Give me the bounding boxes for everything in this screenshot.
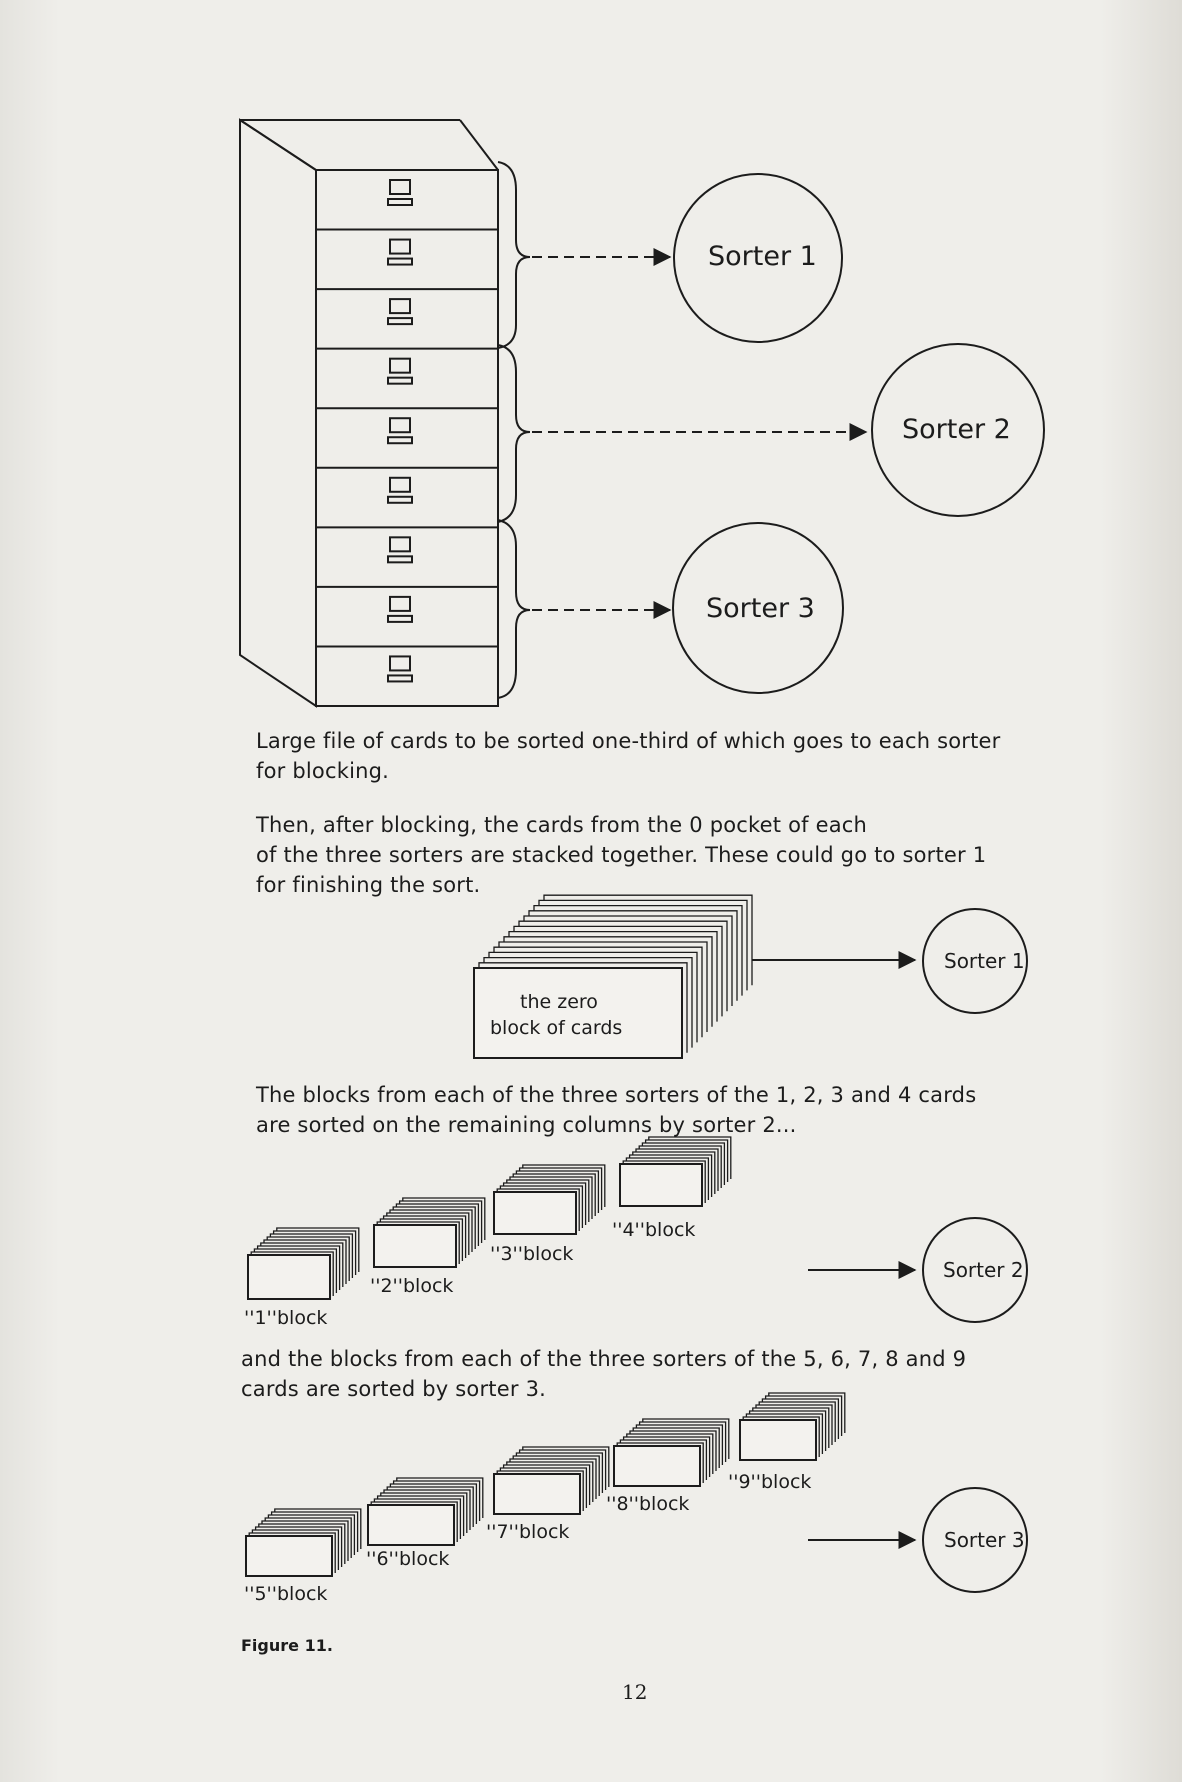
caption-intro-line1: Large file of cards to be sorted one-third of which goes to each sorter <box>256 729 1001 753</box>
drawer-handle <box>388 318 412 324</box>
drawer-label-holder <box>390 359 410 373</box>
block-stack-3 <box>494 1165 605 1234</box>
filing-cabinet <box>240 120 498 706</box>
sorter1-finish-label: Sorter 1 <box>944 949 1025 973</box>
drawer-label-holder <box>390 478 410 492</box>
card-front <box>374 1225 456 1267</box>
caption-sorter2-line1: The blocks from each of the three sorters of the 1, 2, 3 and 4 cards <box>256 1083 977 1107</box>
sorter2-label: Sorter 2 <box>902 414 1011 445</box>
drawer-label-holder <box>390 656 410 670</box>
drawer-handle <box>388 497 412 503</box>
block-label-4: ''4''block <box>612 1219 696 1241</box>
zero-block-label-line1: the zero <box>520 991 598 1013</box>
drawer-label-holder <box>390 240 410 254</box>
caption-zero-line3: for finishing the sort. <box>256 873 481 897</box>
card-front <box>494 1192 576 1234</box>
file-thirds-braces <box>498 162 530 698</box>
drawer-label-holder <box>390 299 410 313</box>
card-front <box>246 1536 332 1576</box>
caption-sorter2-line2: are sorted on the remaining columns by sorter 2... <box>256 1113 797 1137</box>
block-label-1: ''1''block <box>244 1307 328 1329</box>
block-label-3: ''3''block <box>490 1243 574 1265</box>
drawer-handle <box>388 675 412 681</box>
caption-zero-stack <box>256 810 986 900</box>
card-front <box>620 1164 702 1206</box>
caption-sorter2-blocks <box>256 1080 976 1140</box>
block-stack-6 <box>368 1478 483 1545</box>
block-stack-4 <box>620 1137 731 1206</box>
block-label-5: ''5''block <box>244 1583 328 1605</box>
block-stack-1 <box>248 1228 359 1299</box>
caption-intro-line2: for blocking. <box>256 759 390 783</box>
caption-sorter3-blocks <box>241 1344 966 1404</box>
drawer-handle <box>388 556 412 562</box>
drawer-handle <box>388 378 412 384</box>
card-front <box>248 1255 330 1299</box>
block-stack-2 <box>374 1198 485 1267</box>
drawer-handle <box>388 259 412 265</box>
brace-top-third <box>498 162 530 348</box>
sorter1-label: Sorter 1 <box>708 241 817 272</box>
cabinet-side-panel <box>240 120 316 706</box>
card-front <box>740 1420 816 1460</box>
caption-zero-line2: of the three sorters are stacked together. These could go to sorter 1 <box>256 843 987 867</box>
drawer-handle <box>388 616 412 622</box>
brace-bottom-third <box>498 520 530 698</box>
caption-sorter3-line2: cards are sorted by sorter 3. <box>241 1377 546 1401</box>
block-stack-5 <box>246 1509 361 1576</box>
sorter3-label: Sorter 3 <box>706 593 815 624</box>
sorter2-block-stacks <box>248 1137 731 1299</box>
brace-middle-third <box>498 345 530 522</box>
block-stack-8 <box>614 1419 729 1486</box>
card-front <box>494 1474 580 1514</box>
sorter3-finish-label: Sorter 3 <box>944 1528 1025 1552</box>
drawer-handle <box>388 199 412 205</box>
drawer-label-holder <box>390 418 410 432</box>
drawer-handle <box>388 437 412 443</box>
cabinet-drawers <box>316 180 498 681</box>
drawer-label-holder <box>390 597 410 611</box>
figure-label: Figure 11. <box>241 1636 333 1655</box>
block-label-6: ''6''block <box>366 1548 450 1570</box>
block-label-9: ''9''block <box>728 1471 812 1493</box>
caption-intro <box>256 726 1001 786</box>
card-front <box>614 1446 700 1486</box>
sorter2-finish-label: Sorter 2 <box>943 1258 1024 1282</box>
page-number: 12 <box>622 1680 648 1704</box>
caption-sorter3-line1: and the blocks from each of the three sorters of the 5, 6, 7, 8 and 9 <box>241 1347 967 1371</box>
card-front <box>474 968 682 1058</box>
drawer-label-holder <box>390 180 410 194</box>
block-label-2: ''2''block <box>370 1275 454 1297</box>
caption-zero-line1: Then, after blocking, the cards from the 0 pocket of each <box>256 813 868 837</box>
block-label-8: ''8''block <box>606 1493 690 1515</box>
block-stack-7 <box>494 1447 609 1514</box>
card-front <box>368 1505 454 1545</box>
drawer-label-holder <box>390 537 410 551</box>
zero-block-label-line2: block of cards <box>490 1017 623 1039</box>
block-label-7: ''7''block <box>486 1521 570 1543</box>
